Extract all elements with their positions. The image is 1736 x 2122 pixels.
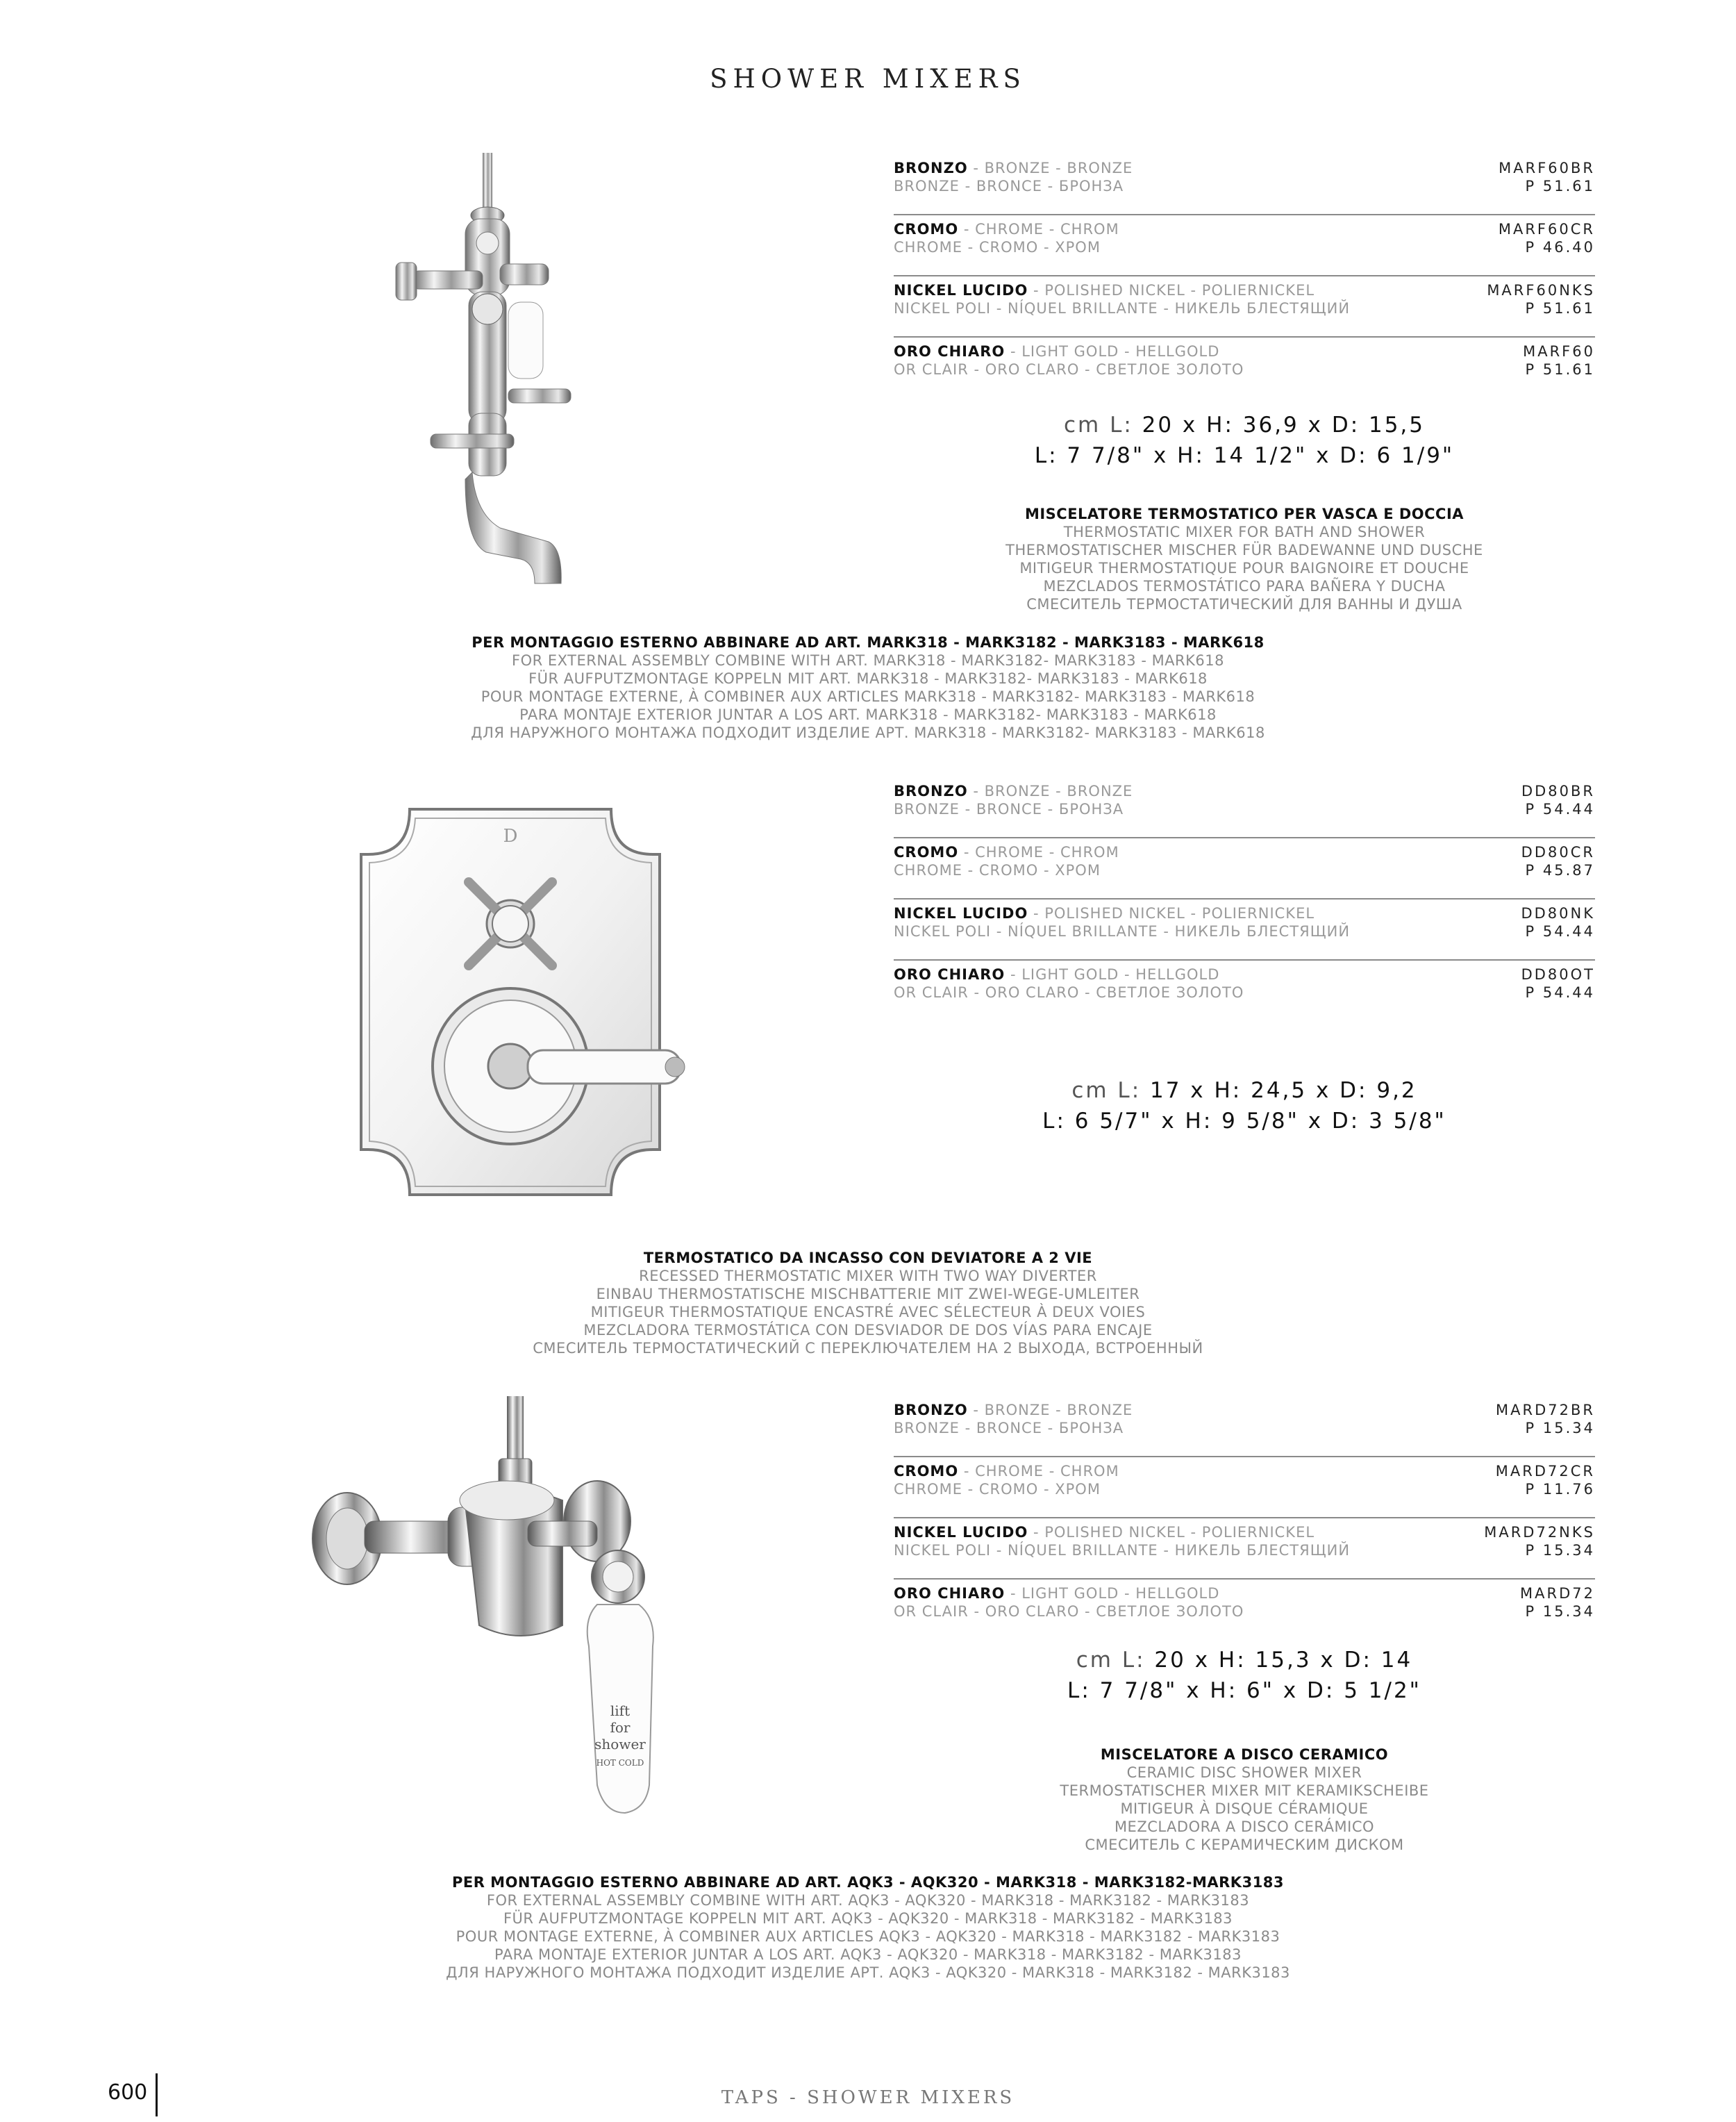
product-code: DD80CR [1521, 844, 1595, 861]
handle-text-4: HOT COLD [596, 1758, 644, 1768]
product-code: MARF60 [1523, 343, 1595, 360]
finish-row: CROMO - CHROME - CHROM CHROME - CROMO - ХРОМ DD80CR P 45.87 [894, 838, 1595, 900]
product-code: MARD72 [1520, 1585, 1595, 1602]
price: P 46.40 [1525, 239, 1595, 256]
price: P 15.34 [1525, 1542, 1595, 1559]
finish-row: BRONZO - BRONZE - BRONZE BRONZE - BRONCE - БРОНЗА DD80BR P 54.44 [894, 777, 1595, 838]
finish-row: NICKEL LUCIDO - POLISHED NICKEL - POLIERNICKEL NICKEL POLI - NÍQUEL BRILLANTE - НИКЕЛЬ БЛЕСТЯЩИЙ DD80NK P 54.44 [894, 900, 1595, 961]
product-description-2: TERMOSTATICO DA INCASSO CON DEVIATORE A 2 VIE RECESSED THERMOSTATIC MIXER WITH TWO WAY DIVERTER EINBAU THERMOSTATISCHE MISCHBATTERIE MIT ZWEI-WEGE-UMLEITER MITIGEUR THERMOSTATIQUE ENCASTRÉ AVEC SÉLECTEUR À DEUX VOIES MEZCLADORA TERMOSTÁTICA CON DESVIADOR DE DOS VÍAS PARA ENCAJE СМЕСИТЕЛЬ ТЕРМОСТАТИЧЕСКИЙ С ПЕРЕКЛЮЧАТЕЛЕМ НА 2 ВЫХОДА, ВСТРОЕННЫЙ [533, 1250, 1203, 1357]
product-code: DD80NK [1521, 905, 1595, 922]
product-description-1: MISCELATORE TERMOSTATICO PER VASCA E DOCCIA THERMOSTATIC MIXER FOR BATH AND SHOWER THERMOSTATISCHER MISCHER FÜR BADEWANNE UND DUSCHE MITIGEUR THERMOSTATIQUE POUR BAIGNOIRE ET DOUCHE MEZCLADOS TERMOSTÁTICO PARA BAÑERA Y DUCHA СМЕСИТЕЛЬ ТЕРМОСТАТИЧЕСКИЙ ДЛЯ ВАННЫ И ДУША [1005, 506, 1483, 613]
price: P 15.34 [1525, 1603, 1595, 1620]
price: P 11.76 [1525, 1481, 1595, 1498]
svg-text:D: D [503, 826, 518, 847]
finish-table-3 [894, 1396, 1595, 1639]
finish-row: BRONZO - BRONZE - BRONZE BRONZE - BRONCE - БРОНЗА MARD72BR P 15.34 [894, 1396, 1595, 1457]
finish-row: BRONZO - BRONZE - BRONZE BRONZE - BRONCE - БРОНЗА MARF60BR P 51.61 [894, 154, 1595, 215]
finish-row: ORO CHIARO - LIGHT GOLD - HELLGOLD OR CLAIR - ORO CLARO - СВЕТЛОЕ ЗОЛОТО MARF60 P 51.61 [894, 343, 1595, 378]
recessed-thermostatic-mixer-image [354, 806, 701, 1216]
handle-text-1: lift [610, 1702, 631, 1719]
finish-row: NICKEL LUCIDO - POLISHED NICKEL - POLIERNICKEL NICKEL POLI - NÍQUEL BRILLANTE - НИКЕЛЬ БЛЕСТЯЩИЙ MARD72NKS P 15.34 [894, 1518, 1595, 1580]
finish-table-2 [894, 777, 1595, 1020]
price: P 54.44 [1525, 923, 1595, 940]
price: P 51.61 [1525, 178, 1595, 194]
product-code: MARF60BR [1499, 160, 1595, 176]
ceramic-disc-shower-mixer-image [299, 1396, 687, 1834]
product-code: MARF60CR [1498, 221, 1595, 238]
product-code: DD80BR [1521, 783, 1595, 799]
price: P 54.44 [1525, 801, 1595, 818]
handle-text-2: for [610, 1719, 631, 1736]
finish-table-1 [894, 154, 1595, 397]
dimensions-2: cm L: 17 x H: 24,5 x D: 9,2 L: 6 5/7" x H: 9 5/8" x D: 3 5/8" [1042, 1078, 1446, 1134]
handle-text-3: shower [594, 1736, 646, 1752]
product-code: MARD72BR [1496, 1402, 1595, 1418]
assembly-note-1: PER MONTAGGIO ESTERNO ABBINARE AD ART. MARK318 - MARK3182 - MARK3183 - MARK618 FOR EXTERNAL ASSEMBLY COMBINE WITH ART. MARK318 - MARK3182- MARK3183 - MARK618 FÜR AUFPUTZMONTAGE KOPPELN MIT ART. MARK318 - MARK3182- MARK3183 - MARK618 POUR MONTAGE EXTERNE, À COMBINER AUX ARTICLES MARK318 - MARK3182- MARK3183 - MARK618 PARA MONTAJE EXTERIOR JUNTAR A LOS ART. MARK318 - MARK3182- MARK3183 - MARK618 ДЛЯ НАРУЖНОГО МОНТАЖА ПОДХОДИТ ИЗДЕЛИЕ АРТ. MARK318 - MARK3182- MARK3183 - MARK618 [471, 634, 1265, 741]
product-code: DD80OT [1521, 966, 1595, 983]
price: P 54.44 [1525, 984, 1595, 1001]
finish-row: ORO CHIARO - LIGHT GOLD - HELLGOLD OR CLAIR - ORO CLARO - СВЕТЛОЕ ЗОЛОТО DD80OT P 54.44 [894, 966, 1595, 1001]
finish-row: CROMO - CHROME - CHROM CHROME - CROMO - ХРОМ MARF60CR P 46.40 [894, 215, 1595, 276]
finish-row: ORO CHIARO - LIGHT GOLD - HELLGOLD OR CLAIR - ORO CLARO - СВЕТЛОЕ ЗОЛОТО MARD72 P 15.34 [894, 1585, 1595, 1620]
price: P 51.61 [1525, 361, 1595, 378]
price: P 15.34 [1525, 1420, 1595, 1436]
product-description-3: MISCELATORE A DISCO CERAMICO CERAMIC DISC SHOWER MIXER TERMOSTATISCHER MIXER MIT KERAMIKSCHEIBE MITIGEUR À DISQUE CÉRAMIQUE MEZCLADORA A DISCO CERÁMICO СМЕСИТЕЛЬ С КЕРАМИЧЕСКИМ ДИСКОМ [1060, 1746, 1429, 1853]
assembly-note-3: PER MONTAGGIO ESTERNO ABBINARE AD ART. AQK3 - AQK320 - MARK318 - MARK3182-MARK3183 FOR EXTERNAL ASSEMBLY COMBINE WITH ART. AQK3 - AQK320 - MARK318 - MARK3182 - MARK3183 FÜR AUFPUTZMONTAGE KOPPELN MIT ART. AQK3 - AQK320 - MARK318 - MARK3182 - MARK3183 POUR MONTAGE EXTERNE, À COMBINER AUX ARTICLES AQK3 - AQK320 - MARK318 - MARK3182 - MARK3183 PARA MONTAJE EXTERIOR JUNTAR A LOS ART. AQK3 - AQK320 - MARK318 - MARK3182 - MARK3183 ДЛЯ НАРУЖНОГО МОНТАЖА ПОДХОДИТ ИЗДЕЛИЕ АРТ. AQK3 - AQK320 - MARK318 - MARK3182 - MARK3183 [446, 1874, 1290, 1981]
finish-row: CROMO - CHROME - CHROM CHROME - CROMO - ХРОМ MARD72CR P 11.76 [894, 1457, 1595, 1518]
footer-section-title: TAPS - SHOWER MIXERS [721, 2087, 1015, 2108]
product-code: MARF60NKS [1487, 282, 1595, 299]
page-number: 600 [108, 2080, 148, 2105]
dimensions-1: cm L: 20 x H: 36,9 x D: 15,5 L: 7 7/8" x H: 14 1/2" x D: 6 1/9" [1034, 413, 1455, 468]
page-title: SHOWER MIXERS [710, 64, 1026, 94]
price: P 45.87 [1525, 862, 1595, 879]
finish-row: NICKEL LUCIDO - POLISHED NICKEL - POLIERNICKEL NICKEL POLI - NÍQUEL BRILLANTE - НИКЕЛЬ БЛЕСТЯЩИЙ MARF60NKS P 51.61 [894, 276, 1595, 338]
product-code: MARD72NKS [1484, 1524, 1595, 1541]
exposed-thermostatic-bath-shower-mixer-image [326, 153, 604, 611]
price: P 51.61 [1525, 300, 1595, 317]
dimensions-3: cm L: 20 x H: 15,3 x D: 14 L: 7 7/8" x H: 6" x D: 5 1/2" [1067, 1648, 1421, 1703]
product-code: MARD72CR [1495, 1463, 1595, 1479]
